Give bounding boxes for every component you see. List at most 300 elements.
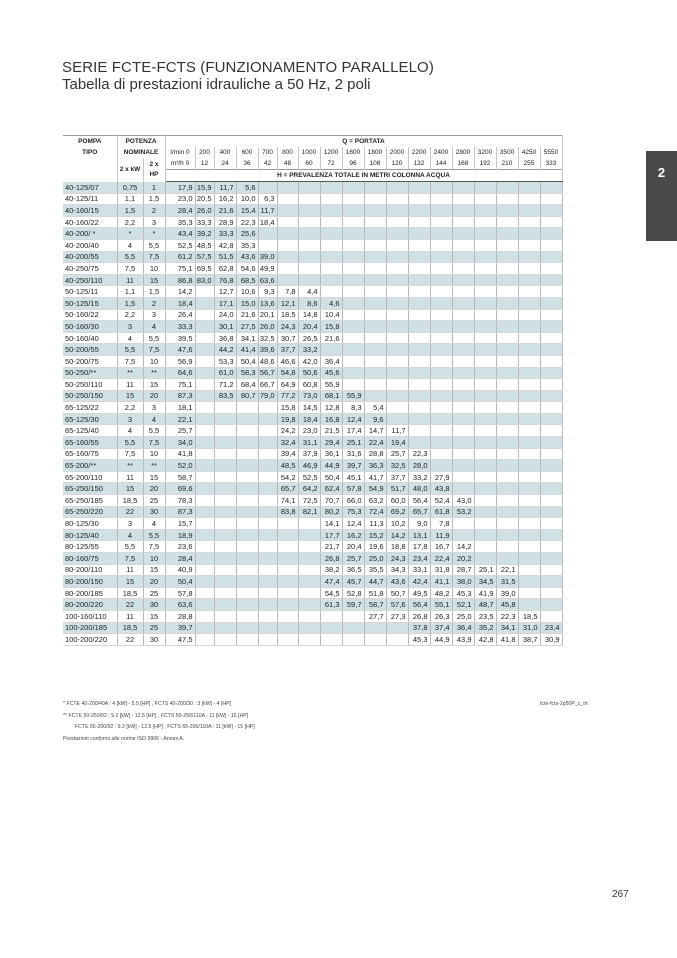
- table-row: [63, 379, 562, 391]
- head-value-cell: [214, 529, 236, 541]
- head-value-cell: 43,6: [236, 251, 258, 263]
- head-value-cell: [496, 251, 518, 263]
- head-value-cell: 26,8: [408, 610, 430, 622]
- head-value-cell: [474, 205, 496, 217]
- head-value-cell: [277, 587, 298, 599]
- header-potenza: POTENZA: [117, 136, 165, 148]
- head-value-cell: [452, 483, 474, 495]
- head-value-cell: [258, 425, 277, 437]
- model-cell: 40-160/22: [63, 216, 117, 228]
- head-value-cell: 63,2: [364, 495, 386, 507]
- hp-cell: 5,5: [143, 425, 165, 437]
- flow-lmin: 5550: [540, 147, 562, 158]
- head-value-cell: 22,3: [236, 216, 258, 228]
- head-value-cell: [195, 332, 214, 344]
- hp-cell: 15: [143, 610, 165, 622]
- head-value-cell: 15,7: [165, 518, 195, 530]
- head-value-cell: 22,4: [430, 553, 452, 565]
- head-value-cell: 12,1: [277, 297, 298, 309]
- head-value-cell: [518, 274, 540, 286]
- head-value-cell: 5,4: [364, 402, 386, 414]
- head-value-cell: 28,8: [364, 448, 386, 460]
- head-value-cell: 83,8: [277, 506, 298, 518]
- head-value-cell: 57,8: [165, 587, 195, 599]
- head-value-cell: 26,0: [195, 205, 214, 217]
- head-value-cell: [496, 495, 518, 507]
- head-value-cell: [518, 344, 540, 356]
- head-value-cell: 27,7: [364, 610, 386, 622]
- head-value-cell: 54,2: [277, 471, 298, 483]
- head-value-cell: [452, 448, 474, 460]
- head-value-cell: [364, 297, 386, 309]
- head-value-cell: 10,4: [320, 309, 342, 321]
- head-value-cell: [195, 553, 214, 565]
- head-value-cell: [195, 379, 214, 391]
- head-value-cell: [540, 564, 562, 576]
- head-value-cell: 22,3: [496, 610, 518, 622]
- head-value-cell: [518, 506, 540, 518]
- flow-m3h: 255: [518, 158, 540, 170]
- head-value-cell: 56,4: [408, 599, 430, 611]
- head-value-cell: [518, 251, 540, 263]
- head-value-cell: 47,5: [165, 634, 195, 646]
- flow-m3h: 72: [320, 158, 342, 170]
- head-value-cell: [342, 309, 364, 321]
- head-value-cell: [277, 251, 298, 263]
- head-value-cell: [214, 564, 236, 576]
- model-cell: 100-200/185: [63, 622, 117, 634]
- model-cell: 65-250/150: [63, 483, 117, 495]
- head-value-cell: 14,2: [452, 541, 474, 553]
- head-value-cell: [298, 193, 320, 205]
- head-value-cell: [320, 634, 342, 646]
- head-value-cell: 71,2: [214, 379, 236, 391]
- head-value-cell: [474, 553, 496, 565]
- head-value-cell: 24,3: [386, 553, 408, 565]
- head-value-cell: [386, 286, 408, 298]
- hp-cell: 15: [143, 274, 165, 286]
- head-value-cell: [342, 239, 364, 251]
- head-value-cell: [474, 228, 496, 240]
- flow-lmin: 800: [277, 147, 298, 158]
- head-value-cell: [408, 251, 430, 263]
- head-value-cell: 61,3: [320, 599, 342, 611]
- head-value-cell: 74,1: [277, 495, 298, 507]
- head-value-cell: [364, 193, 386, 205]
- head-value-cell: [452, 402, 474, 414]
- head-value-cell: 42,4: [408, 576, 430, 588]
- head-value-cell: 72,4: [364, 506, 386, 518]
- kw-cell: 4: [117, 332, 143, 344]
- head-value-cell: [320, 239, 342, 251]
- head-value-cell: 68,1: [320, 390, 342, 402]
- head-value-cell: [298, 216, 320, 228]
- head-value-cell: [386, 379, 408, 391]
- table-row: [63, 367, 562, 379]
- head-value-cell: 12,4: [342, 518, 364, 530]
- head-value-cell: [298, 228, 320, 240]
- hp-cell: 10: [143, 448, 165, 460]
- hp-cell: 15: [143, 379, 165, 391]
- head-value-cell: 51,8: [364, 587, 386, 599]
- head-value-cell: [277, 576, 298, 588]
- head-value-cell: [236, 483, 258, 495]
- footnote-1: * FCTE 40-200/40A : 4 [kW] - 5.5 [HP] , FCTS 40-200/30 : 3 [kW] - 4 [HP]: [63, 701, 232, 707]
- head-value-cell: [496, 263, 518, 275]
- footnote-3: FCTE 65-200/92 : 9.2 [kW] - 12.5 [HP] , FCTS 65-200/110A : 11 [kW] - 15 [HP]: [75, 724, 255, 730]
- head-value-cell: [258, 587, 277, 599]
- head-value-cell: [474, 367, 496, 379]
- head-value-cell: [364, 390, 386, 402]
- head-value-cell: 69,5: [195, 263, 214, 275]
- head-value-cell: 41,8: [496, 634, 518, 646]
- header-pompa: POMPA: [63, 136, 117, 148]
- head-value-cell: [320, 622, 342, 634]
- kw-cell: 4: [117, 529, 143, 541]
- model-cell: 65-160/75: [63, 448, 117, 460]
- head-value-cell: 36,4: [320, 355, 342, 367]
- head-value-cell: [195, 599, 214, 611]
- head-value-cell: 48,5: [195, 239, 214, 251]
- head-value-cell: [195, 402, 214, 414]
- head-value-cell: 48,7: [474, 599, 496, 611]
- head-value-cell: [474, 251, 496, 263]
- head-value-cell: 48,6: [258, 355, 277, 367]
- head-value-cell: [320, 344, 342, 356]
- head-value-cell: 19,4: [386, 437, 408, 449]
- head-value-cell: 61,0: [214, 367, 236, 379]
- head-value-cell: 15,4: [236, 205, 258, 217]
- head-value-cell: [540, 448, 562, 460]
- kw-cell: 5,5: [117, 437, 143, 449]
- head-value-cell: 39,5: [165, 332, 195, 344]
- head-value-cell: [540, 390, 562, 402]
- head-value-cell: [518, 529, 540, 541]
- head-value-cell: [518, 402, 540, 414]
- head-value-cell: [195, 309, 214, 321]
- head-value-cell: [518, 599, 540, 611]
- head-value-cell: [452, 529, 474, 541]
- head-value-cell: 21,6: [214, 205, 236, 217]
- head-value-cell: [195, 634, 214, 646]
- header-kw: 2 x kW: [117, 158, 143, 182]
- head-value-cell: [214, 460, 236, 472]
- head-value-cell: [518, 239, 540, 251]
- head-value-cell: [452, 379, 474, 391]
- head-value-cell: 69,6: [165, 483, 195, 495]
- kw-cell: 7,5: [117, 355, 143, 367]
- head-value-cell: [496, 309, 518, 321]
- head-value-cell: [298, 553, 320, 565]
- kw-cell: **: [117, 367, 143, 379]
- head-value-cell: [430, 205, 452, 217]
- head-value-cell: [518, 286, 540, 298]
- head-value-cell: 16,2: [342, 529, 364, 541]
- model-cell: 80-125/55: [63, 541, 117, 553]
- kw-cell: 4: [117, 425, 143, 437]
- model-cell: 50-160/22: [63, 309, 117, 321]
- model-cell: 50-200/75: [63, 355, 117, 367]
- head-value-cell: [518, 297, 540, 309]
- head-value-cell: [474, 332, 496, 344]
- head-value-cell: 59,7: [342, 599, 364, 611]
- head-value-cell: [408, 321, 430, 333]
- head-value-cell: 44,9: [320, 460, 342, 472]
- head-value-cell: [496, 297, 518, 309]
- head-value-cell: 25,7: [165, 425, 195, 437]
- head-value-cell: 83,0: [195, 274, 214, 286]
- kw-cell: 11: [117, 471, 143, 483]
- head-value-cell: [258, 529, 277, 541]
- head-value-cell: [258, 576, 277, 588]
- head-value-cell: [214, 437, 236, 449]
- head-value-cell: [236, 402, 258, 414]
- model-cell: 65-125/40: [63, 425, 117, 437]
- hp-cell: 7,5: [143, 251, 165, 263]
- head-value-cell: [496, 471, 518, 483]
- head-value-cell: 70,7: [320, 495, 342, 507]
- head-value-cell: [195, 610, 214, 622]
- head-value-cell: [518, 413, 540, 425]
- table-row: [63, 483, 562, 495]
- head-value-cell: [474, 286, 496, 298]
- head-value-cell: 35,2: [474, 622, 496, 634]
- head-value-cell: [298, 576, 320, 588]
- head-value-cell: 52,5: [298, 471, 320, 483]
- head-value-cell: [408, 425, 430, 437]
- model-cell: 65-160/55: [63, 437, 117, 449]
- flow-m3h: 210: [496, 158, 518, 170]
- head-value-cell: [496, 402, 518, 414]
- model-cell: 65-200/110: [63, 471, 117, 483]
- head-value-cell: [277, 228, 298, 240]
- head-value-cell: 36,1: [320, 448, 342, 460]
- head-value-cell: 39,7: [342, 460, 364, 472]
- head-value-cell: [298, 587, 320, 599]
- head-value-cell: [430, 321, 452, 333]
- head-value-cell: [540, 529, 562, 541]
- table-row: [63, 263, 562, 275]
- head-value-cell: 25,1: [342, 437, 364, 449]
- head-value-cell: [195, 286, 214, 298]
- kw-cell: 18,5: [117, 622, 143, 634]
- head-value-cell: [452, 321, 474, 333]
- head-value-cell: 44,9: [430, 634, 452, 646]
- head-value-cell: [408, 205, 430, 217]
- table-row: [63, 332, 562, 344]
- hp-cell: 30: [143, 599, 165, 611]
- head-value-cell: [277, 553, 298, 565]
- head-value-cell: 77,2: [277, 390, 298, 402]
- head-value-cell: 41,9: [474, 587, 496, 599]
- hp-cell: 7,5: [143, 437, 165, 449]
- head-value-cell: 7,8: [430, 518, 452, 530]
- head-value-cell: 66,7: [258, 379, 277, 391]
- head-value-cell: 47,6: [165, 344, 195, 356]
- head-value-cell: [342, 367, 364, 379]
- head-value-cell: [474, 483, 496, 495]
- model-cell: 40-250/75: [63, 263, 117, 275]
- head-value-cell: [430, 460, 452, 472]
- head-value-cell: [214, 541, 236, 553]
- hp-cell: 20: [143, 390, 165, 402]
- head-value-cell: [298, 263, 320, 275]
- head-value-cell: [386, 228, 408, 240]
- head-value-cell: 57,6: [386, 599, 408, 611]
- head-value-cell: 6,3: [258, 193, 277, 205]
- head-value-cell: 21,6: [320, 332, 342, 344]
- table-row: [63, 506, 562, 518]
- head-value-cell: [277, 263, 298, 275]
- head-value-cell: 24,2: [277, 425, 298, 437]
- head-value-cell: 49,9: [258, 263, 277, 275]
- hp-cell: 10: [143, 355, 165, 367]
- head-value-cell: [452, 344, 474, 356]
- flow-lmin: 3200: [474, 147, 496, 158]
- flow-m3h: 192: [474, 158, 496, 170]
- head-value-cell: 4,4: [298, 286, 320, 298]
- head-value-cell: 51,7: [386, 483, 408, 495]
- head-value-cell: [540, 576, 562, 588]
- head-value-cell: [496, 286, 518, 298]
- table-row: [63, 564, 562, 576]
- head-value-cell: [496, 321, 518, 333]
- table-row: [63, 228, 562, 240]
- head-value-cell: 23,0: [298, 425, 320, 437]
- head-value-cell: 14,7: [364, 425, 386, 437]
- head-value-cell: [540, 587, 562, 599]
- head-value-cell: 37,8: [408, 622, 430, 634]
- table-row: [63, 390, 562, 402]
- head-value-cell: 19,6: [364, 541, 386, 553]
- head-value-cell: [195, 576, 214, 588]
- head-value-cell: [386, 205, 408, 217]
- head-value-cell: 68,5: [236, 274, 258, 286]
- head-value-cell: 33,2: [408, 471, 430, 483]
- head-value-cell: 23,0: [165, 193, 195, 205]
- kw-cell: 5,5: [117, 251, 143, 263]
- head-value-cell: 35,3: [236, 239, 258, 251]
- table-row: [63, 471, 562, 483]
- table-code: fcte-fcts-2p50P_c_th: [540, 701, 588, 707]
- head-value-cell: [452, 413, 474, 425]
- head-value-cell: 52,4: [430, 495, 452, 507]
- head-value-cell: [320, 228, 342, 240]
- head-value-cell: [258, 541, 277, 553]
- head-value-cell: 15,9: [195, 182, 214, 194]
- head-value-cell: 18,5: [518, 610, 540, 622]
- head-value-cell: [496, 390, 518, 402]
- table-row: [63, 622, 562, 634]
- model-cell: 50-200/55: [63, 344, 117, 356]
- head-value-cell: 48,2: [430, 587, 452, 599]
- head-value-cell: 57,8: [342, 483, 364, 495]
- head-value-cell: 52,1: [452, 599, 474, 611]
- head-value-cell: [430, 402, 452, 414]
- head-value-cell: [496, 379, 518, 391]
- head-value-cell: 39,7: [165, 622, 195, 634]
- head-value-cell: 63,6: [165, 599, 195, 611]
- head-value-cell: 18,8: [386, 541, 408, 553]
- flow-m3h: 108: [364, 158, 386, 170]
- kw-cell: 2,2: [117, 402, 143, 414]
- hp-cell: 1,5: [143, 286, 165, 298]
- hp-cell: *: [143, 228, 165, 240]
- kw-cell: 0,75: [117, 182, 143, 194]
- head-value-cell: [496, 205, 518, 217]
- head-value-cell: 60,0: [386, 495, 408, 507]
- head-value-cell: [518, 553, 540, 565]
- head-value-cell: 26,4: [165, 309, 195, 321]
- head-value-cell: [298, 182, 320, 194]
- head-value-cell: 73,0: [298, 390, 320, 402]
- head-value-cell: 11,3: [364, 518, 386, 530]
- head-value-cell: 47,4: [320, 576, 342, 588]
- table-row: [63, 274, 562, 286]
- head-value-cell: 14,2: [386, 529, 408, 541]
- head-value-cell: [386, 297, 408, 309]
- head-value-cell: 13,1: [408, 529, 430, 541]
- head-value-cell: [408, 355, 430, 367]
- head-value-cell: [474, 390, 496, 402]
- head-value-cell: 10,6: [236, 286, 258, 298]
- head-value-cell: [430, 182, 452, 194]
- head-value-cell: 43,0: [452, 495, 474, 507]
- head-value-cell: [474, 471, 496, 483]
- head-value-cell: [236, 460, 258, 472]
- head-value-cell: 26,5: [298, 332, 320, 344]
- head-value-cell: [540, 495, 562, 507]
- head-value-cell: 58,7: [364, 599, 386, 611]
- head-value-cell: 41,4: [236, 344, 258, 356]
- model-cell: 40-200/40: [63, 239, 117, 251]
- hp-cell: 4: [143, 321, 165, 333]
- head-value-cell: [342, 205, 364, 217]
- flow-m3h: 42: [258, 158, 277, 170]
- head-value-cell: 61,2: [165, 251, 195, 263]
- model-cell: 80-200/110: [63, 564, 117, 576]
- head-value-cell: [258, 564, 277, 576]
- head-value-cell: [236, 529, 258, 541]
- table-row: [63, 251, 562, 263]
- head-value-cell: [386, 216, 408, 228]
- head-value-cell: [195, 448, 214, 460]
- head-value-cell: [195, 529, 214, 541]
- head-value-cell: [277, 274, 298, 286]
- head-value-cell: 7,8: [277, 286, 298, 298]
- head-value-cell: [195, 541, 214, 553]
- head-value-cell: 25,6: [236, 228, 258, 240]
- head-value-cell: [258, 460, 277, 472]
- hp-cell: 15: [143, 471, 165, 483]
- head-value-cell: [342, 286, 364, 298]
- head-value-cell: [386, 355, 408, 367]
- head-value-cell: 62,8: [214, 263, 236, 275]
- head-value-cell: 5,6: [236, 182, 258, 194]
- head-value-cell: 26,8: [320, 553, 342, 565]
- head-value-cell: [195, 390, 214, 402]
- model-cell: 50-125/11: [63, 286, 117, 298]
- head-value-cell: 37,7: [386, 471, 408, 483]
- head-value-cell: 22,1: [496, 564, 518, 576]
- head-value-cell: [195, 425, 214, 437]
- head-value-cell: [298, 205, 320, 217]
- flow-lmin: 400: [214, 147, 236, 158]
- head-value-cell: [342, 216, 364, 228]
- head-value-cell: [496, 367, 518, 379]
- unit-lmin: l/min 0: [165, 147, 195, 158]
- flow-lmin: 1000: [298, 147, 320, 158]
